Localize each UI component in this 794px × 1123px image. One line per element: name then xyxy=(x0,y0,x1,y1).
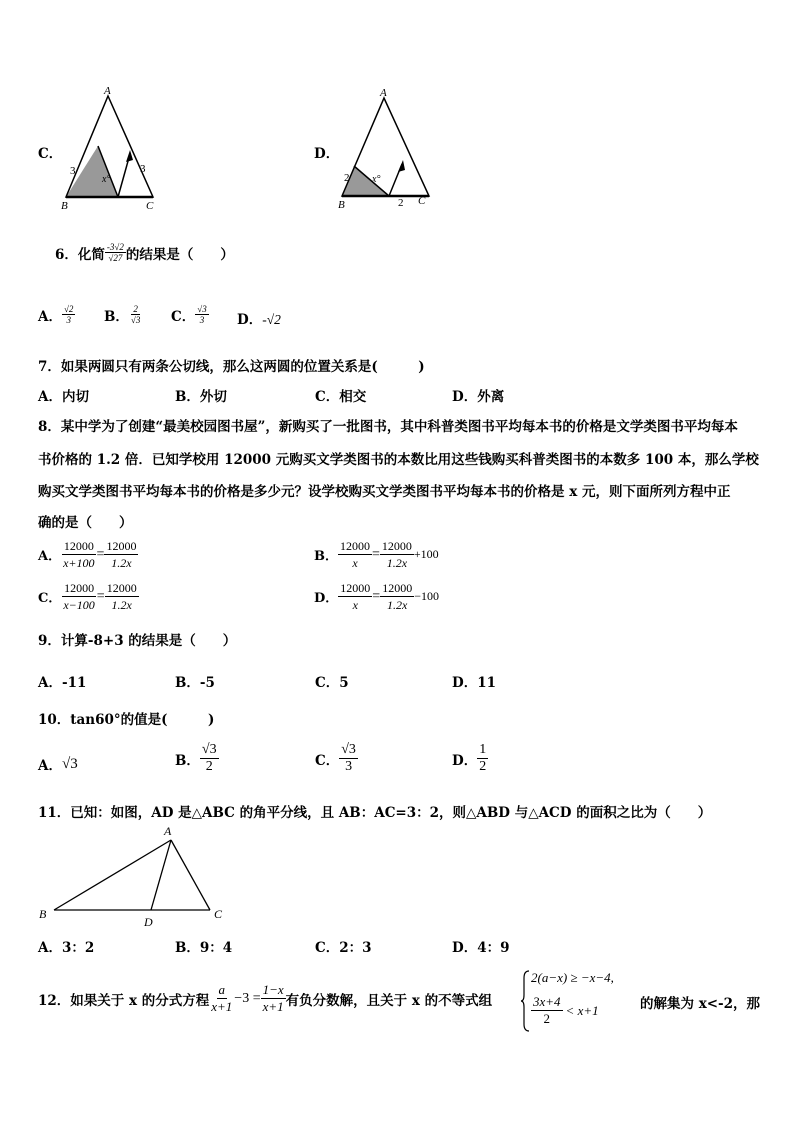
den: x+100 xyxy=(63,556,95,570)
num: √2 xyxy=(63,304,74,314)
num: 1 xyxy=(479,742,487,757)
num: 1−x xyxy=(262,982,284,997)
den: 2 xyxy=(205,759,213,774)
q8-d-left-fraction xyxy=(338,580,372,613)
q8-b-tail: +100 xyxy=(413,547,439,561)
num: 2 xyxy=(133,304,138,314)
q12-post2: 的解集为 x<-2，那 xyxy=(640,996,761,1012)
angle-x: x° xyxy=(372,174,381,185)
q10-option-a[interactable] xyxy=(38,754,78,774)
q6-stem-fraction xyxy=(105,242,126,263)
q8-option-d[interactable] xyxy=(314,580,439,613)
num: 12000 xyxy=(382,581,413,595)
q8-c-right-fraction xyxy=(105,580,139,613)
vertex-a: A xyxy=(164,824,172,838)
q6-option-b[interactable] xyxy=(104,304,142,325)
q6-stem-frac-den: √27 xyxy=(108,253,123,263)
den: 3 xyxy=(345,759,353,774)
q12-ineq2-fraction xyxy=(531,994,563,1027)
vertex-b: B xyxy=(338,199,345,211)
q10-a-label: A． xyxy=(38,758,62,774)
q7-option-b[interactable]: B．外切 xyxy=(175,389,227,405)
den: 2 xyxy=(479,759,487,774)
figure-c-triangle xyxy=(58,84,168,214)
q12-ineq1: 2(a−x) ≥ −x−4, xyxy=(531,970,614,985)
side-left-length: 2 xyxy=(344,172,350,184)
q6-stem-frac-num: -3√2 xyxy=(106,242,124,252)
num: √3 xyxy=(201,742,217,757)
q8-d-right-fraction xyxy=(380,580,414,613)
q8-stem-line3: 购买文学类图书平均每本书的价格是多少元？设学校购买文学类图书平均每本书的价格是 x 元，则下面所列方程中正 xyxy=(38,484,731,500)
q6-option-d[interactable] xyxy=(237,308,281,328)
q10-option-d[interactable] xyxy=(452,742,488,775)
q10-option-c[interactable] xyxy=(315,742,358,775)
q10-stem: 10．tan60°的值是( ) xyxy=(38,712,215,728)
figure-d-triangle xyxy=(334,84,444,214)
q7-option-c[interactable]: C．相交 xyxy=(315,389,367,405)
num: 3x+4 xyxy=(533,994,561,1009)
den: x+1 xyxy=(262,999,284,1014)
vertex-a: A xyxy=(104,85,111,97)
vertex-c: C xyxy=(146,200,154,212)
q8-stem-line1: 8．某中学为了创建“最美校园图书屋”，新购买了一批图书，其中科普类图书平均每本书的价格是文学类图书平均每本 xyxy=(38,419,738,435)
q6-c-label: C． xyxy=(171,308,196,325)
num: 12000 xyxy=(381,539,412,553)
q8-a-right-fraction xyxy=(104,538,138,571)
q7-stem: 7．如果两圆只有两条公切线，那么这两圆的位置关系是( ) xyxy=(38,359,425,375)
vertex-b: B xyxy=(39,907,47,921)
num: 12000 xyxy=(106,581,137,595)
q7-option-d[interactable]: D．外离 xyxy=(452,389,505,405)
q10-d-label: D． xyxy=(452,752,478,769)
q9-option-d[interactable]: D．11 xyxy=(452,675,496,691)
q12-pre: 12．如果关于 x 的分式方程 xyxy=(38,992,210,1009)
q7-option-a[interactable]: A．内切 xyxy=(38,389,89,405)
den: x+1 xyxy=(211,999,233,1014)
q6-a-fraction xyxy=(62,304,75,325)
q12-mid: −3 = xyxy=(234,990,261,1006)
q8-d-tail: −100 xyxy=(414,589,439,603)
q6-a-label: A． xyxy=(38,308,62,325)
option-c-label: C． xyxy=(38,146,63,162)
num: √3 xyxy=(197,304,207,314)
q8-a-left-fraction xyxy=(61,538,96,571)
q6-stem-pre: 6．化简 xyxy=(55,246,105,263)
q8-c-label: C． xyxy=(38,591,62,606)
q6-stem-post: 的结果是（ ） xyxy=(125,246,234,263)
q11-option-a[interactable]: A．3：2 xyxy=(38,940,95,956)
option-d-label: D． xyxy=(314,146,340,162)
q8-b-label: B． xyxy=(314,549,338,564)
angle-x: x° xyxy=(102,174,111,185)
side-right-length: 3 xyxy=(140,163,146,175)
q11-triangle-figure xyxy=(36,822,231,930)
q10-b-fraction xyxy=(200,742,219,775)
q8-b-left-fraction xyxy=(338,538,372,571)
q6-option-a[interactable] xyxy=(38,304,75,325)
q8-c-eq: = xyxy=(96,588,105,604)
q12-fraction-2 xyxy=(261,982,286,1015)
den: 1.2x xyxy=(111,598,132,612)
q10-c-label: C． xyxy=(315,752,340,769)
q12-stem xyxy=(38,982,492,1015)
q12-inequality-system xyxy=(521,970,633,1032)
num: 12000 xyxy=(340,539,370,553)
q10-a-value: √3 xyxy=(61,755,78,772)
den: 1.2x xyxy=(387,598,408,612)
q11-option-b[interactable]: B．9：4 xyxy=(175,940,233,956)
den: 3 xyxy=(199,315,205,325)
num: 12000 xyxy=(340,581,371,595)
side-bottom-length: 2 xyxy=(398,197,404,209)
q8-d-eq: = xyxy=(372,588,381,604)
q8-b-right-fraction xyxy=(380,538,414,571)
q10-b-label: B． xyxy=(175,752,200,769)
q10-d-fraction xyxy=(477,742,488,775)
num: √3 xyxy=(341,742,356,757)
num: 12000 xyxy=(106,539,137,553)
left-brace-icon xyxy=(521,970,531,1032)
q8-option-a[interactable] xyxy=(38,538,138,571)
q6-option-c[interactable] xyxy=(171,304,209,325)
q10-c-fraction xyxy=(339,742,358,775)
q8-a-label: A． xyxy=(38,549,62,564)
vertex-a: A xyxy=(380,87,387,99)
q8-d-label: D． xyxy=(314,591,339,606)
q12-ineq2 xyxy=(531,994,599,1027)
q6-b-fraction xyxy=(129,304,142,325)
q8-c-left-fraction xyxy=(61,580,96,613)
q6-d-label: D． xyxy=(237,312,263,328)
q9-option-c[interactable]: C．5 xyxy=(315,675,349,691)
q12-ineq2-rest: < x+1 xyxy=(565,1002,599,1018)
den: x−100 xyxy=(63,598,95,612)
q9-option-a[interactable]: A．-11 xyxy=(38,675,87,691)
den: x xyxy=(352,598,358,612)
q8-option-c[interactable] xyxy=(38,580,139,613)
vertex-c: C xyxy=(214,907,223,921)
q8-a-eq: = xyxy=(96,546,105,562)
q8-b-eq: = xyxy=(372,546,380,562)
q11-option-c[interactable]: C．2：3 xyxy=(315,940,372,956)
q11-stem: 11．已知：如图，AD 是△ABC 的角平分线，且 AB：AC=3：2，则△ABD 与△ACD 的面积之比为（ ） xyxy=(38,805,712,821)
num: 12000 xyxy=(63,539,94,553)
q11-option-d[interactable]: D．4：9 xyxy=(452,940,510,956)
q10-option-b[interactable] xyxy=(175,742,219,775)
q12-fraction-1 xyxy=(209,982,234,1015)
vertex-b: B xyxy=(61,200,68,212)
side-left-length: 3 xyxy=(70,165,76,177)
den: 3 xyxy=(66,315,71,325)
den: √3 xyxy=(130,315,141,325)
den: 2 xyxy=(543,1011,551,1026)
vertex-d: D xyxy=(144,915,153,929)
q8-stem-line4: 确的是（ ） xyxy=(38,515,133,531)
q8-stem-line2: 书价格的 1.2 倍．已知学校用 12000 元购买文学类图书的本数比用这些钱购买科普类图书的本数多 100 本，那么学校 xyxy=(38,452,759,468)
den: 1.2x xyxy=(386,556,408,570)
q9-stem: 9．计算-8+3 的结果是（ ） xyxy=(38,633,237,649)
q9-option-b[interactable]: B．-5 xyxy=(175,675,215,691)
vertex-c: C xyxy=(418,195,426,207)
q12-post1: 有负分数解，且关于 x 的不等式组 xyxy=(285,992,493,1009)
q6-b-label: B． xyxy=(104,308,129,325)
q8-option-b[interactable] xyxy=(314,538,439,571)
q6-d-value: -√2 xyxy=(262,312,281,327)
num: 12000 xyxy=(64,581,95,595)
num: a xyxy=(218,982,226,997)
q6-c-fraction xyxy=(195,304,208,325)
q6-stem xyxy=(55,242,234,263)
den: x xyxy=(352,556,358,570)
den: 1.2x xyxy=(111,556,132,570)
